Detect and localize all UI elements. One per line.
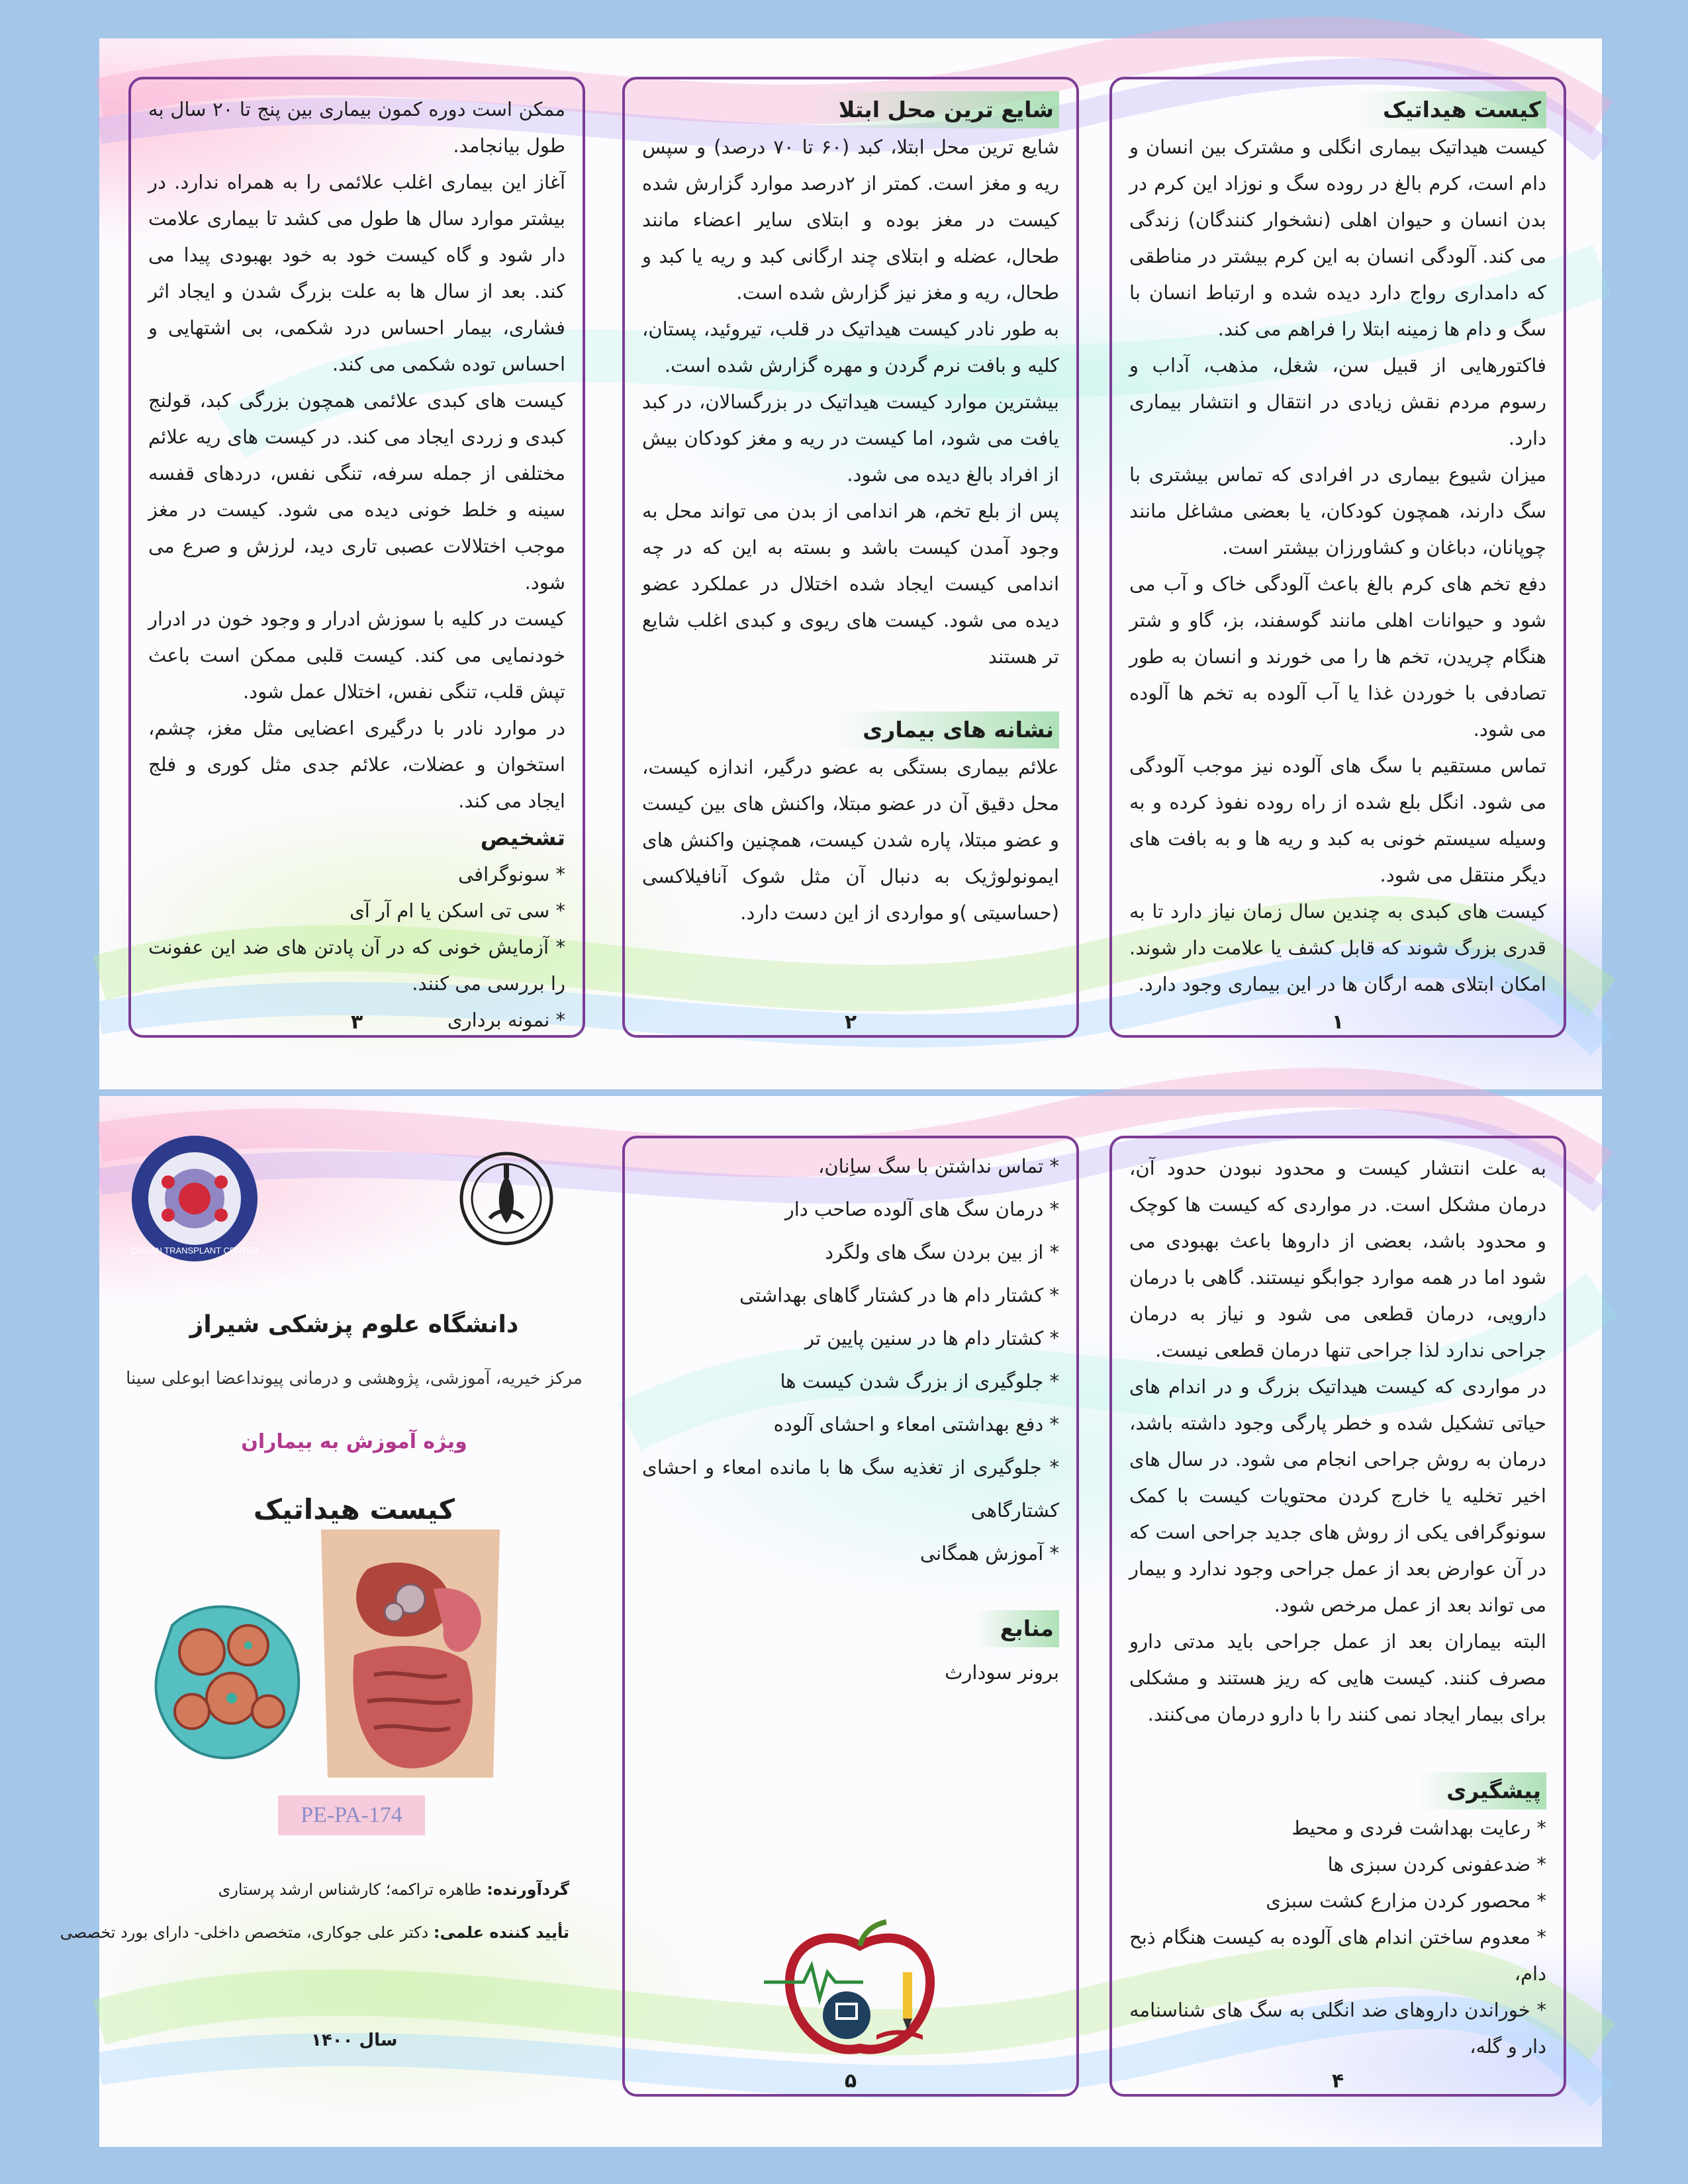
paragraph: کیست های کبدی علائمی همچون بزرگی کبد، قولنج کبدی و زردی ایجاد می کند. در کیست های ریه علائم مختلفی از جمله سرفه، تنگی نفس، دردهای قفسه سینه و خلط خونی دیده می شود. کیست در مغز موجب اختلالات عصبی تاری دید، لرزش و صرع می شود. bbox=[148, 389, 565, 594]
publication-year: سال ۱۴۰۰ bbox=[311, 2030, 398, 2050]
list-item: * آزمایش خونی که در آن پادتن های ضد این عفونت را بررسی می کنند. bbox=[148, 936, 565, 995]
list-item: * دفع بهداشتی امعاء و احشای آلوده bbox=[773, 1413, 1059, 1435]
logo-text: ORGAN TRANSPLANT CENTER bbox=[130, 1246, 259, 1255]
bottom-sheet bbox=[60, 1096, 1602, 2147]
list-item: * آموزش همگانی bbox=[919, 1542, 1059, 1565]
education-logo-icon bbox=[764, 1919, 956, 2058]
paragraph: فاکتورهایی از قبیل سن، شغل، مذهب، آداب و رسوم مردم نقش زیادی در انتقال و انتشار بیماری دارد. bbox=[1129, 354, 1546, 449]
paragraph: ممکن است دوره کمون بیماری بین پنج تا ۲۰ سال به طول بیانجامد. bbox=[148, 98, 565, 157]
anatomy-illustration-icon bbox=[275, 1529, 546, 1778]
panel-5 bbox=[622, 1136, 1079, 2097]
list-item: * معدوم ساختن اندام های آلوده به کیست هنگام ذبح دام، bbox=[1129, 1926, 1546, 1985]
paragraph: میزان شیوع بیماری در افرادی که تماس بیشتری با سگ دارند، همچون کودکان، یا بعضی مشاغل مانند چوپانان، دباغان و کشاورزان بیشتر است. bbox=[1129, 463, 1546, 559]
list-item: * خوراندن داروهای ضد انگلی به سگ های شناسنامه دار و گله، bbox=[1129, 1999, 1546, 2058]
paragraph: پس از بلع تخم، هر اندامی از بدن می تواند محل به وجود آمدن کیست باشد و بسته به این که در چه اندامی کیست ایجاد شده اختلال در عملکرد عضو دیده می شود. کیست های ریوی و کبدی اغلب شایع تر هستند bbox=[642, 500, 1059, 668]
reviewer-credit bbox=[60, 1923, 569, 1942]
panel-4-heading: پیشگیری bbox=[1420, 1772, 1546, 1809]
organ-transplant-center-logo-icon bbox=[128, 1132, 261, 1265]
list-item: * کشتار دام ها در سنین پایین تر bbox=[804, 1327, 1059, 1349]
list-item: * رعایت بهداشت فردی و محیط bbox=[1291, 1817, 1546, 1839]
paragraph: بیشترین موارد کیست هیداتیک در بزرگسالان، در کبد یافت می شود، اما کیست در ریه و مغز کودکان بیش از افراد بالغ دیده می شود. bbox=[642, 390, 1059, 486]
panel-2-heading: شایع ترین محل ابتلا bbox=[812, 91, 1059, 128]
paragraph: کیست هیداتیک بیماری انگلی و مشترک بین انسان و دام است، کرم بالغ در روده سگ و نوزاد این کرم در بدن انسان و حیوان اهلی (نشخوار کنندگان) زندگی می کند. آلودگی انسان به این کرم بیشتر در مناطقی که دامداری رواج دارد دیده شده و ارتباط انسان با سگ و دام ها زمینه ابتلا را فراهم می کند. bbox=[1129, 136, 1546, 340]
source-text: برونر سودارث bbox=[945, 1661, 1059, 1684]
list-item: * سی تی اسکن یا ام آر آی bbox=[350, 899, 565, 922]
paragraph: تماس مستقیم با سگ های آلوده نیز موجب آلودگی می شود. انگل بلع شده از راه روده نفوذ کرده و به وسیله سیستم خونی به کبد و ریه ها و به بافت های دیگر منتقل می شود. bbox=[1129, 754, 1546, 886]
paragraph: آغاز این بیماری اغلب علائمی را به همراه ندارد. در بیشتر موارد سال ها طول می کشد تا بیماری علامت دار شود و گاه کیست خود به خود بهبودی پیدا می کند. بعد از سال ها به علت بزرگ شدن و ایجاد اثر فشاری، بیمار احساس درد شکمی، بی اشتهایی و احساس توده شکمی می کند. bbox=[148, 171, 565, 375]
document-code-badge: PE-PA-174 bbox=[278, 1796, 425, 1835]
paragraph: شایع ترین محل ابتلا، کبد (۶۰ تا ۷۰ درصد) و سپس ریه و مغز است. کمتر از ۲درصد موارد گزارش شده کیست در مغز بوده و ابتلای سایر اعضاء مانند طحال، عضله و ابتلای چند ارگانی کبد و ریه یا کبد و طحال، ریه و مغز نیز گزارش شده است. bbox=[642, 136, 1059, 304]
cover-panel bbox=[60, 1096, 609, 2147]
page-number: ۱ bbox=[1331, 1011, 1344, 1034]
reviewer-label: تأیید کننده علمی: bbox=[433, 1923, 569, 1942]
cover-title: کیست هیداتیک bbox=[253, 1493, 455, 1525]
cyst-illustration-icon bbox=[152, 1599, 305, 1764]
list-item: * محصور کردن مزارع کشت سبزی bbox=[1266, 1889, 1546, 1912]
shiraz-university-logo-icon bbox=[457, 1149, 556, 1248]
paragraph: کیست های کبدی به چندین سال زمان نیاز دارد تا به قدری بزرگ شوند که قابل کشف یا علامت دار شوند. امکان ابتلای همه ارگان ها در این بیماری وجود دارد. bbox=[1129, 900, 1546, 995]
paragraph: در موارد نادر با درگیری اعضایی مثل مغز، چشم، استخوان و عضلات، علائم جدی مثل کوری و فلج ایجاد می کند. bbox=[148, 717, 565, 812]
paragraph: علائم بیماری بستگی به عضو درگیر، اندازه کیست، محل دقیق آن در عضو مبتلا، واکنش های بین کیست و عضو مبتلا، پاره شدن کیست، همچنین واکنش های ایمونولوژیک به دنبال آن مثل شوک آنافیلاکسی (حساسیتی )و مواردی از این دست دارد. bbox=[642, 756, 1059, 924]
paragraph: به طور نادر کیست هیداتیک در قلب، تیروئید، پستان، کلیه و بافت نرم گردن و مهره گزارش شده است. bbox=[642, 318, 1059, 377]
paragraph: به علت انتشار کیست و محدود نبودن حدود آن، درمان مشکل است. در مواردی که کیست ها کوچک و محدود باشد، بعضی از داروها باعث بهبودی می شود اما در همه موارد جوابگو نیستند. گاهی با درمان دارویی، درمان قطعی می شود و نیاز به درمان جراحی ندارد لذا جراحی تنها درمان قطعی نیست. bbox=[1129, 1157, 1546, 1361]
list-item: * از بین بردن سگ های ولگرد bbox=[825, 1241, 1059, 1263]
page-number: ۴ bbox=[1331, 2070, 1344, 2093]
panel-1-heading: کیست هیداتیک bbox=[1356, 91, 1546, 128]
reviewer-name: دکتر علی جوکاری، متخصص داخلی- دارای بورد تخصصی bbox=[60, 1923, 434, 1942]
university-name: دانشگاه علوم پزشکی شیراز bbox=[189, 1311, 519, 1338]
panel-3 bbox=[128, 77, 585, 1038]
top-sheet bbox=[99, 38, 1602, 1089]
list-item: * جلوگیری از بزرگ شدن کیست ها bbox=[780, 1370, 1059, 1392]
list-item: * جلوگیری از تغذیه سگ ها با مانده امعاء و احشای کشتارگاهی bbox=[642, 1456, 1059, 1522]
subtitle: ویژه آموزش به بیماران bbox=[241, 1430, 467, 1453]
panel-4 bbox=[1109, 1136, 1566, 2097]
compiler-name: طاهره تراکمه؛ کارشناس ارشد پرستاری bbox=[218, 1880, 487, 1899]
paragraph: دفع تخم های کرم بالغ باعث آلودگی خاک و آب می شود و حیوانات اهلی مانند گوسفند، بز، گاو و شتر هنگام چریدن، تخم ها را می خورند و انسان به طور تصادفی با خوردن غذا یا آب آلوده به تخم ها آلوده می شود. bbox=[1129, 572, 1546, 741]
compiler-credit bbox=[218, 1880, 569, 1899]
compiler-label: گردآورنده: bbox=[487, 1880, 569, 1899]
panel-3-heading: تشخیص bbox=[480, 825, 565, 850]
panel-2-heading-symptoms: نشانه های بیماری bbox=[836, 711, 1059, 749]
list-item: * درمان سگ های آلوده صاحب دار bbox=[784, 1198, 1059, 1220]
page-number: ۲ bbox=[844, 1011, 857, 1034]
panel-5-heading: منابع bbox=[974, 1610, 1059, 1647]
list-item: * تماس نداشتن با سگ ساِنان، bbox=[818, 1155, 1059, 1177]
list-item: * ضدعفونی کردن سبزی ها bbox=[1327, 1853, 1546, 1876]
panel-2 bbox=[622, 77, 1079, 1038]
list-item: * کشتار دام ها در کشتار گاهای بهداشتی bbox=[739, 1284, 1059, 1306]
list-item: * سونوگرافی bbox=[458, 863, 565, 886]
paragraph: کیست در کلیه با سوزش ادرار و وجود خون در ادرار خودنمایی می کند. کیست قلبی ممکن است باعث تپش قلب، تنگی نفس، اختلال عمل شود. bbox=[148, 608, 565, 703]
paragraph: البته بیماران بعد از عمل جراحی باید مدتی دارو مصرف کنند. کیست هایی که ریز هستند و مشکلی برای بیمار ایجاد نمی کنند را با دارو درمان می‌کنند. bbox=[1129, 1630, 1546, 1725]
page-number: ۵ bbox=[844, 2070, 857, 2093]
center-name: مرکز خیریه، آموزشی، پژوهشی و درمانی پیونداعضا ابوعلی سینا bbox=[126, 1369, 583, 1388]
page-number: ۳ bbox=[350, 1011, 363, 1034]
list-item: * نمونه برداری bbox=[447, 1009, 565, 1031]
panel-1 bbox=[1109, 77, 1566, 1038]
paragraph: در مواردی که کیست هیداتیک بزرگ و در اندام های حیاتی تشکیل شده و خطر پارگی وجود داشته باشد، درمان به روش جراحی انجام می شود. در سال های اخیر تخلیه یا خارج کردن محتویات کیست با کمک سونوگرافی یکی از روش های جدید جراحی است که در آن عوارض بعد از عمل جراحی وجود ندارد و بیمار می تواند بعد از عمل مرخص شود. bbox=[1129, 1375, 1546, 1616]
